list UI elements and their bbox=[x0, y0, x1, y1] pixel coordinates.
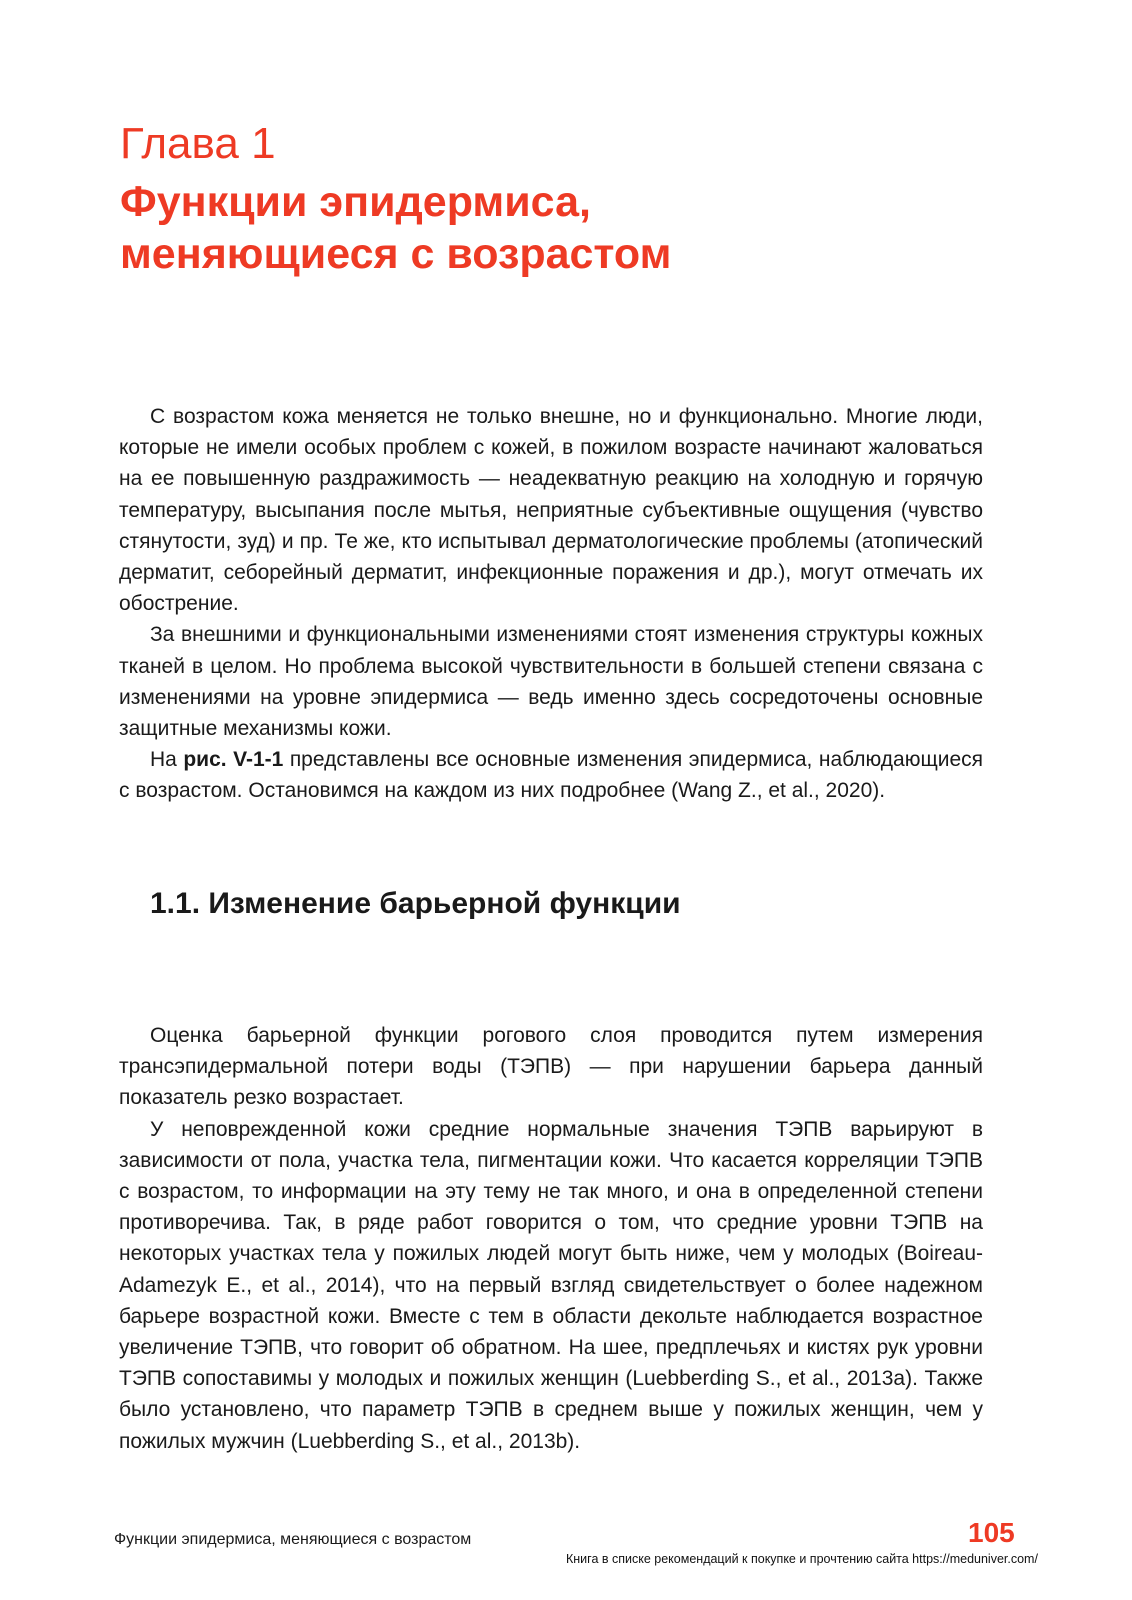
chapter-label: Глава 1 bbox=[120, 119, 276, 168]
figure-ref-prefix: На bbox=[150, 748, 184, 772]
page-number: 105 bbox=[968, 1517, 1015, 1548]
running-footer: Функции эпидермиса, меняющиеся с возрастом bbox=[114, 1531, 472, 1548]
intro-paragraph-3 bbox=[119, 744, 983, 806]
chapter-title-line-1: Функции эпидермиса, bbox=[120, 178, 591, 226]
chapter-title-line-2: меняющиеся с возрастом bbox=[120, 230, 672, 278]
watermark-text: Книга в списке рекомендаций к покупке и прочтению сайта https://meduniver.com/ bbox=[566, 1552, 1038, 1566]
figure-reference: рис. V-1-1 bbox=[183, 748, 284, 772]
intro-text bbox=[119, 401, 983, 807]
section-text bbox=[119, 1020, 983, 1457]
chapter-title bbox=[120, 176, 671, 280]
section-heading: 1.1. Изменение барьерной функции bbox=[150, 887, 681, 920]
section-paragraph-2: У неповрежденной кожи средние нормальные значения ТЭПВ варьируют в зависимости от пола, участка тела, пигментации кожи. Что касается корреляции ТЭПВ с возрастом, то информации на эту тему не так много, и она в определенной степени противоречива. Так, в ряде работ говорится о том, что средние уровни ТЭПВ на некоторых участках тела у пожилых людей могут быть ниже, чем у молодых (Boireau-Adamezyk E., et al., 2014), что на первый взгляд свидетельствует о более надежном барьере возрастной кожи. Вместе с тем в области декольте наблюдается возрастное увеличение ТЭПВ, что говорит об обратном. На шее, предплечьях и кистях рук уровни ТЭПВ сопоставимы у молодых и пожилых женщин (Luebberding S., et al., 2013a). Также было установлено, что параметр ТЭПВ в среднем выше у пожилых женщин, чем у пожилых мужчин (Luebberding S., et al., 2013b). bbox=[119, 1117, 983, 1453]
intro-paragraph-2: За внешними и функциональными изменениями стоят изменения структуры кожных тканей в целом. Но проблема высокой чувствительности в большей степени связана с изменениями на уровне эпидермиса — ведь именно здесь сосредоточены основные защитные механизмы кожи. bbox=[119, 623, 983, 741]
section-paragraph-1: Оценка барьерной функции рогового слоя проводится путем измерения трансэпидермальной потери воды (ТЭПВ) — при нарушении барьера данный показатель резко возрастает. bbox=[119, 1024, 983, 1110]
figure-ref-suffix: представлены все основные изменения эпидермиса, наблюдающиеся с возрастом. Остановимся на каждом из них подробнее (Wang Z., et al., 2020). bbox=[119, 748, 983, 803]
intro-paragraph-1: С возрастом кожа меняется не только внешне, но и функционально. Многие люди, которые не имели особых проблем с кожей, в пожилом возрасте начинают жаловаться на ее повышенную раздражимость — неадекватную реакцию на холодную и горячую температуру, высыпания после мытья, неприятные субъективные ощущения (чувство стянутости, зуд) и пр. Те же, кто испытывал дерматологические проблемы (атопический дерматит, себорейный дерматит, инфекционные поражения и др.), могут отмечать их обострение. bbox=[119, 405, 983, 616]
